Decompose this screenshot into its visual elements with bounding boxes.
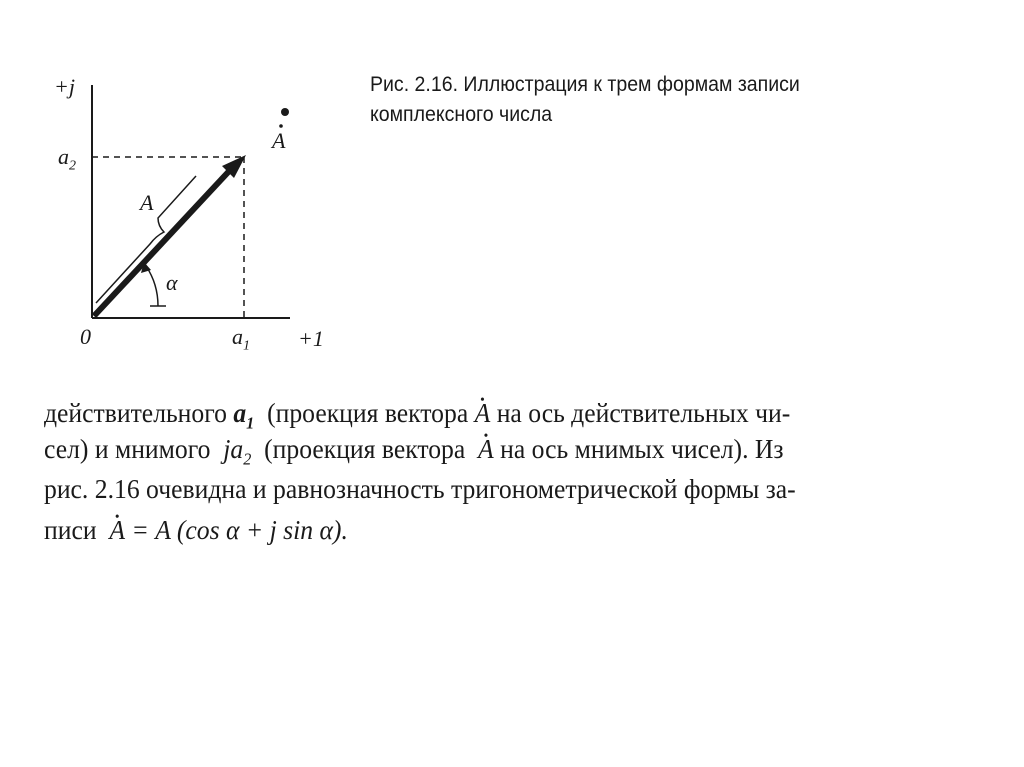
a2-label: $a_2$ [58, 144, 76, 174]
paragraph-line-3: рис. 2.16 очевидна и равнозначность тригонометрической формы за- [44, 474, 796, 504]
paragraph-line-2: сел) и мнимого $ja_2$ (проекция вектора A • на ось мнимых чисел). Из [44, 432, 937, 476]
a1-label: $a_1$ [232, 324, 250, 354]
paragraph-line-1: действительного $a_1$ (проекция вектора A • на ось действительных чи- [44, 396, 937, 440]
vector-a-symbol: A • [475, 396, 491, 430]
angle-arc [146, 266, 158, 306]
vector-a-symbol: A • [478, 432, 494, 466]
point-a-label: A [272, 128, 286, 153]
angle-label: α [166, 270, 178, 295]
y-axis-label: +j [54, 74, 75, 99]
point-a-dot [281, 108, 289, 116]
complex-vector-diagram [0, 0, 400, 370]
figure-caption: Рис. 2.16. Иллюстрация к трем формам записи комплексного числа [370, 73, 800, 126]
a1-subscript: 1 [243, 338, 250, 354]
origin-label: 0 [80, 324, 91, 349]
a2-subscript: 2 [69, 158, 76, 174]
vector-a-line [94, 168, 232, 316]
x-axis-label: +1 [298, 326, 324, 351]
trig-formula: = A (cos α + j sin α). [131, 515, 348, 545]
vector-a-symbol: A • [109, 513, 125, 547]
modulus-label: A [140, 190, 154, 215]
paragraph-line-4: писи A • = A (cos α + j sin α). [44, 513, 937, 547]
